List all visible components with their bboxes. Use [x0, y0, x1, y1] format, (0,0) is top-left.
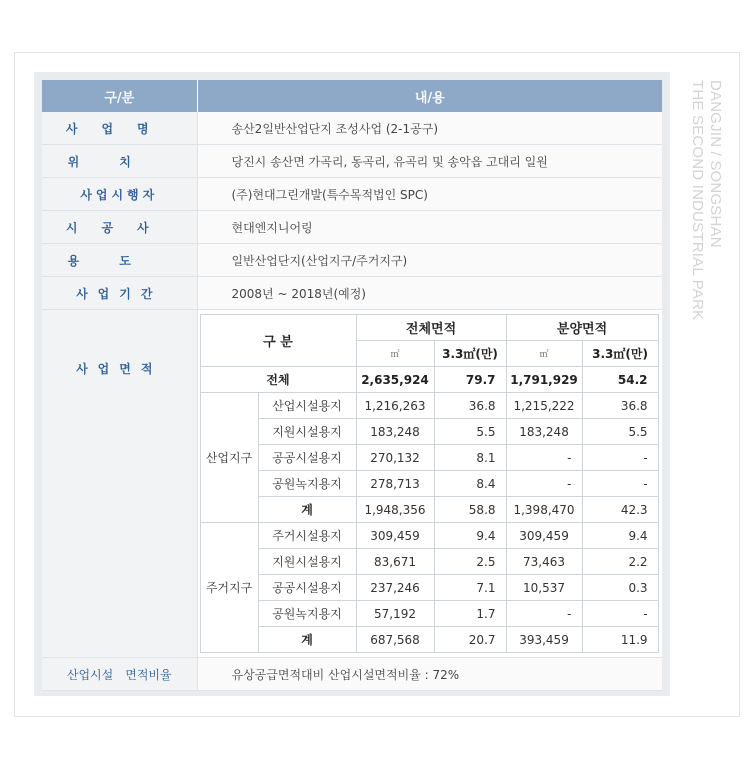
label-usage: 용도	[42, 244, 197, 277]
table-row-total	[200, 367, 658, 393]
cell-sale-m2: -	[506, 471, 582, 497]
cell-m2: 57,192	[356, 601, 434, 627]
label-contractor: 시공사	[42, 211, 197, 244]
cell-py: 1.7	[434, 601, 506, 627]
cell-sale-m2: 73,463	[506, 549, 582, 575]
cell-sale-py: 42.3	[582, 497, 658, 523]
cell-m2: 2,635,924	[356, 367, 434, 393]
unit-py-sale: 3.3㎡(만)	[582, 341, 658, 367]
cell-sale-py: 36.8	[582, 393, 658, 419]
row-name: 전체	[200, 367, 356, 393]
label-location: 위치	[42, 145, 197, 178]
header-category: 구/분	[42, 80, 197, 112]
table-row-subtotal	[200, 497, 658, 523]
value-location: 당진시 송산면 가곡리, 동곡리, 유곡리 및 송악읍 고대리 일원	[197, 145, 662, 178]
table-row	[200, 523, 658, 549]
area-head-sale: 분양면적	[506, 315, 658, 341]
cell-sale-py: 54.2	[582, 367, 658, 393]
table-row	[200, 393, 658, 419]
cell-sale-m2: 1,791,929	[506, 367, 582, 393]
cell-sale-py: 2.2	[582, 549, 658, 575]
value-usage: 일반산업단지(산업지구/주거지구)	[197, 244, 662, 277]
cell-py: 36.8	[434, 393, 506, 419]
table-row	[200, 601, 658, 627]
side-title-line1: DANGJIN / SONGSHAN	[707, 80, 724, 248]
area-head-total: 전체면적	[356, 315, 506, 341]
label-period: 사업기간	[42, 277, 197, 310]
cell-m2: 183,248	[356, 419, 434, 445]
label-area: 사업면적	[42, 310, 197, 658]
value-contractor: 현대엔지니어링	[197, 211, 662, 244]
cell-sale-m2: 183,248	[506, 419, 582, 445]
table-row	[200, 549, 658, 575]
cell-py: 7.1	[434, 575, 506, 601]
cell-py: 8.1	[434, 445, 506, 471]
cell-sale-m2: 1,215,222	[506, 393, 582, 419]
value-project-name: 송산2일반산업단지 조성사업 (2-1공구)	[197, 112, 662, 145]
area-table	[200, 314, 659, 653]
group-industrial: 산업지구	[200, 393, 258, 523]
value-ratio: 유상공급면적대비 산업시설면적비율 : 72%	[197, 658, 662, 691]
row-name: 계	[258, 497, 356, 523]
project-overview-table	[42, 80, 662, 691]
row-name: 공원녹지용지	[258, 471, 356, 497]
label-ratio: 산업시설 면적비율	[42, 658, 197, 691]
cell-py: 8.4	[434, 471, 506, 497]
cell-m2: 83,671	[356, 549, 434, 575]
unit-py-total: 3.3㎡(만)	[434, 341, 506, 367]
cell-sale-py: 0.3	[582, 575, 658, 601]
cell-sale-m2: 309,459	[506, 523, 582, 549]
cell-py: 5.5	[434, 419, 506, 445]
table-row	[200, 419, 658, 445]
side-title-line2: THE SECOND INDUSTRIAL PARK	[689, 80, 706, 321]
cell-sale-py: -	[582, 471, 658, 497]
value-developer: (주)현대그린개발(특수목적법인 SPC)	[197, 178, 662, 211]
header-content: 내/용	[197, 80, 662, 112]
table-row	[200, 445, 658, 471]
cell-m2: 1,216,263	[356, 393, 434, 419]
cell-sale-py: 5.5	[582, 419, 658, 445]
table-row	[200, 471, 658, 497]
cell-sale-m2: 1,398,470	[506, 497, 582, 523]
cell-m2: 309,459	[356, 523, 434, 549]
cell-sale-m2: 393,459	[506, 627, 582, 653]
cell-m2: 237,246	[356, 575, 434, 601]
cell-py: 20.7	[434, 627, 506, 653]
value-period: 2008년 ~ 2018년(예정)	[197, 277, 662, 310]
cell-sale-m2: -	[506, 445, 582, 471]
table-row-subtotal	[200, 627, 658, 653]
cell-sale-py: 9.4	[582, 523, 658, 549]
area-head-category: 구 분	[200, 315, 356, 367]
cell-sale-py: -	[582, 445, 658, 471]
unit-m2-total: ㎡	[356, 341, 434, 367]
cell-py: 9.4	[434, 523, 506, 549]
cell-m2: 270,132	[356, 445, 434, 471]
row-name: 주거시설용지	[258, 523, 356, 549]
side-title	[684, 80, 724, 340]
cell-m2: 278,713	[356, 471, 434, 497]
cell-py: 79.7	[434, 367, 506, 393]
cell-m2: 687,568	[356, 627, 434, 653]
label-project-name: 사업명	[42, 112, 197, 145]
label-developer: 사업시행자	[42, 178, 197, 211]
table-row	[200, 575, 658, 601]
cell-sale-py: 11.9	[582, 627, 658, 653]
cell-py: 58.8	[434, 497, 506, 523]
cell-sale-m2: -	[506, 601, 582, 627]
row-name: 지원시설용지	[258, 549, 356, 575]
cell-sale-m2: 10,537	[506, 575, 582, 601]
row-name: 공원녹지용지	[258, 601, 356, 627]
row-name: 계	[258, 627, 356, 653]
area-cell	[197, 310, 662, 658]
cell-sale-py: -	[582, 601, 658, 627]
cell-m2: 1,948,356	[356, 497, 434, 523]
row-name: 지원시설용지	[258, 419, 356, 445]
cell-py: 2.5	[434, 549, 506, 575]
unit-m2-sale: ㎡	[506, 341, 582, 367]
row-name: 공공시설용지	[258, 575, 356, 601]
group-residential: 주거지구	[200, 523, 258, 653]
row-name: 산업시설용지	[258, 393, 356, 419]
row-name: 공공시설용지	[258, 445, 356, 471]
